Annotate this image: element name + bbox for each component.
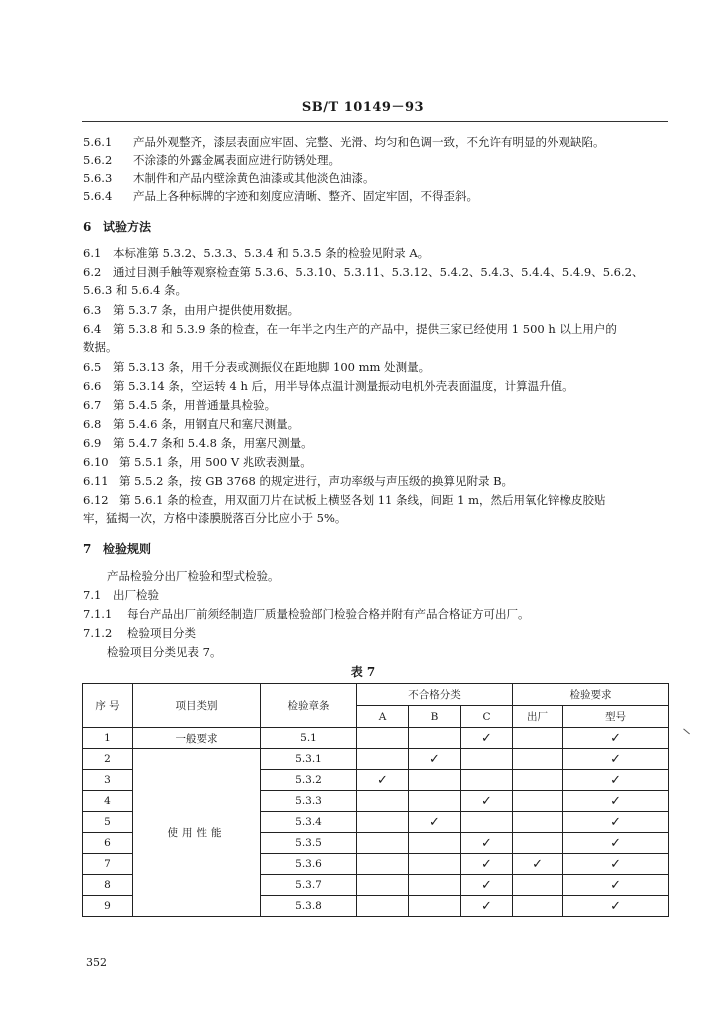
clause-5-6-3: 5.6.3 木制件和产品内壁涂黄色油漆或其他淡色油漆。	[83, 171, 375, 185]
table-caption: 表 7	[350, 665, 376, 679]
inspection-table	[82, 683, 669, 917]
clause-7-1: 7.1 出厂检验	[83, 588, 159, 602]
page-header: SB/T 10149－93	[301, 100, 425, 115]
header-clause: 检验章条	[261, 684, 357, 728]
header-class-b: B	[409, 706, 461, 728]
header-seq: 序 号	[83, 684, 133, 728]
clause-6-9: 6.9 第 5.4.7 条和 5.4.8 条，用塞尺测量。	[83, 436, 313, 450]
header-factory: 出厂	[513, 706, 563, 728]
table-row: 6 5.3.5 ✓ ✓	[83, 833, 669, 854]
header-requirements: 检验要求	[513, 684, 669, 706]
clause-5-6-2: 5.6.2 不涂漆的外露金属表面应进行防锈处理。	[83, 153, 340, 167]
header-class-c: C	[461, 706, 513, 728]
table-row: 7 5.3.6 ✓ ✓ ✓	[83, 854, 669, 875]
clause-7-1-2-ref: 检验项目分类见表 7。	[107, 645, 222, 659]
table-row: 3 5.3.2 ✓ ✓	[83, 770, 669, 791]
clause-6-11: 6.11 第 5.5.2 条，按 GB 3768 的规定进行，声功率级与声压级的换算见附录 B。	[83, 474, 514, 488]
header-rule	[82, 121, 668, 122]
header-class-a: A	[357, 706, 409, 728]
page-number: 352	[86, 956, 107, 969]
clause-6-2: 6.2 通过目测手触等观察检查第 5.3.6、5.3.10、5.3.11、5.3.12、5.4.2、5.4.3、5.4.4、5.4.9、5.6.2、	[83, 265, 644, 279]
table-row: 5 5.3.4 ✓ ✓	[83, 812, 669, 833]
table-row: 1 一般要求 5.1 ✓ ✓	[83, 728, 669, 749]
category-general: 一般要求	[133, 728, 261, 749]
clause-7-1-1: 7.1.1 每台产品出厂前须经制造厂质量检验部门检验合格并附有产品合格证方可出厂。	[83, 607, 530, 621]
clause-6-2-cont: 5.6.3 和 5.6.4 条。	[83, 283, 187, 297]
clause-6-8: 6.8 第 5.4.6 条，用钢直尺和塞尺测量。	[83, 417, 300, 431]
clause-7-1-2: 7.1.2 检验项目分类	[83, 626, 196, 640]
clause-6-3: 6.3 第 5.3.7 条，由用户提供使用数据。	[83, 303, 300, 317]
category-usage-performance: 使用性能	[133, 749, 261, 917]
table-row: 8 5.3.7 ✓ ✓	[83, 875, 669, 896]
clause-6-12-cont: 牢，猛揭一次，方格中漆膜脱落百分比应小于 5%。	[83, 511, 347, 525]
table-row: 4 5.3.3 ✓ ✓	[83, 791, 669, 812]
clause-6-5: 6.5 第 5.3.13 条，用千分表或测振仪在距地脚 100 mm 处测量。	[83, 360, 431, 374]
clause-6-6: 6.6 第 5.3.14 条，空运转 4 h 后，用半导体点温计测量振动电机外壳表面温度，计算温升值。	[83, 379, 574, 393]
margin-mark	[678, 728, 690, 740]
clause-6-4-cont: 数据。	[83, 340, 118, 354]
clause-6-7: 6.7 第 5.4.5 条，用普通量具检验。	[83, 398, 277, 412]
clause-5-6-4: 5.6.4 产品上各种标牌的字迹和刻度应清晰、整齐、固定牢固，不得歪斜。	[83, 189, 478, 203]
section-7-intro: 产品检验分出厂检验和型式检验。	[107, 569, 280, 583]
section-6-heading: 6 试验方法	[83, 220, 152, 234]
header-type: 型号	[563, 706, 669, 728]
clause-6-1: 6.1 本标准第 5.3.2、5.3.3、5.3.4 和 5.3.5 条的检验见附录 A。	[83, 246, 430, 260]
table-row: 2 使用性能 5.3.1 ✓ ✓	[83, 749, 669, 770]
clause-5-6-1: 5.6.1 产品外观整齐，漆层表面应牢固、完整、光滑、均匀和色调一致，不允许有明显的外观缺陷。	[83, 135, 605, 149]
clause-6-10: 6.10 第 5.5.1 条，用 500 V 兆欧表测量。	[83, 455, 312, 469]
header-nonconformity: 不合格分类	[357, 684, 513, 706]
clause-6-12: 6.12 第 5.6.1 条的检查，用双面刀片在试板上横竖各划 11 条线，间距 1 m，然后用氧化锌橡皮胶贴	[83, 493, 606, 507]
table-row: 9 5.3.8 ✓ ✓	[83, 896, 669, 917]
header-category: 项目类别	[133, 684, 261, 728]
section-7-heading: 7 检验规则	[83, 542, 152, 556]
clause-6-4: 6.4 第 5.3.8 和 5.3.9 条的检查，在一年半之内生产的产品中，提供三家已经使用 1 500 h 以上用户的	[83, 322, 617, 336]
